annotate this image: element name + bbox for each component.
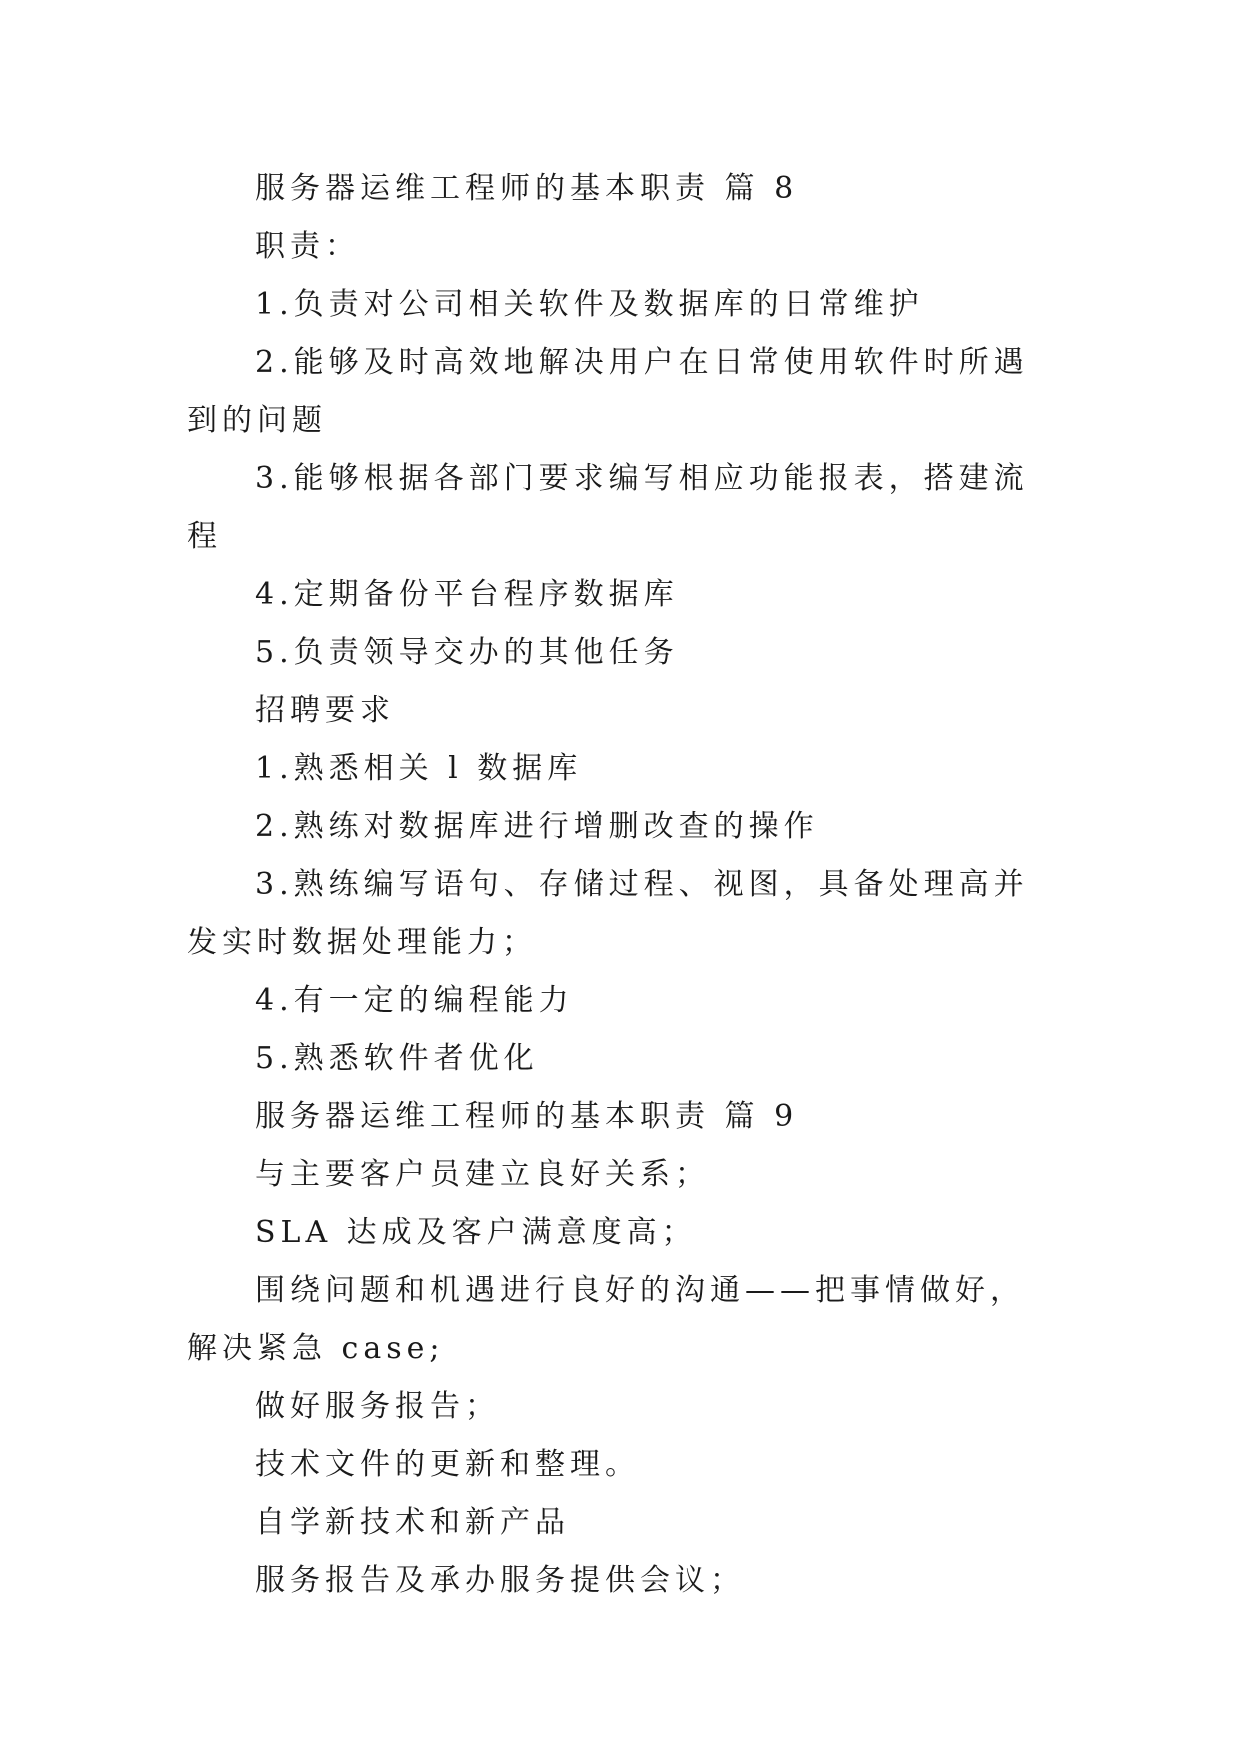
- list-item: 2.熟练对数据库进行增删改查的操作: [255, 809, 819, 844]
- list-item: 2.能够及时高效地解决用户在日常使用软件时所遇到的问题: [187, 345, 1029, 438]
- paragraph: 围绕问题和机遇进行良好的沟通——把事情做好，解决紧急 case;: [187, 1273, 1025, 1366]
- paragraph: 自学新技术和新产品: [255, 1505, 570, 1540]
- list-item: 4.有一定的编程能力: [255, 983, 574, 1018]
- list-item: 5.负责领导交办的其他任务: [255, 635, 679, 670]
- paragraph: 职责：: [255, 229, 360, 264]
- paragraph: 与主要客户员建立良好关系；: [255, 1157, 710, 1192]
- list-item: 3.熟练编写语句、存储过程、视图，具备处理高并发实时数据处理能力；: [187, 867, 1029, 960]
- paragraph: 服务报告及承办服务提供会议；: [255, 1563, 745, 1598]
- paragraph: 招聘要求: [255, 693, 395, 728]
- list-item: 1.负责对公司相关软件及数据库的日常维护: [255, 287, 924, 322]
- document-body: [187, 160, 1057, 1610]
- section-heading: 服务器运维工程师的基本职责 篇 8: [255, 171, 799, 206]
- list-item: 3.能够根据各部门要求编写相应功能报表，搭建流程: [187, 461, 1029, 554]
- paragraph: 做好服务报告；: [255, 1389, 500, 1424]
- list-item: 1.熟悉相关 l 数据库: [255, 751, 583, 786]
- list-item: 5.熟悉软件者优化: [255, 1041, 539, 1076]
- paragraph: SLA 达成及客户满意度高；: [255, 1215, 697, 1250]
- section-heading: 服务器运维工程师的基本职责 篇 9: [255, 1099, 799, 1134]
- paragraph: 技术文件的更新和整理。: [255, 1447, 640, 1482]
- list-item: 4.定期备份平台程序数据库: [255, 577, 679, 612]
